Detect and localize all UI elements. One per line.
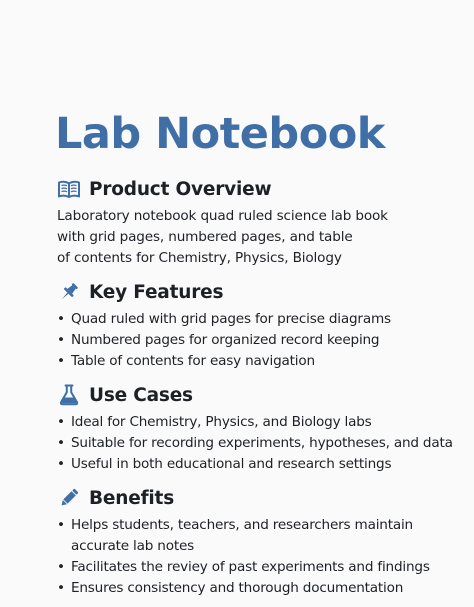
section-product-overview bbox=[57, 174, 467, 269]
list-item-text: Numbered pages for organized record keeping bbox=[71, 332, 380, 348]
list-item: • Helps students, teachers, and researchers maintain accurate lab notes bbox=[57, 515, 467, 557]
section-header bbox=[57, 174, 467, 204]
overview-line: with grid pages, numbered pages, and table bbox=[57, 229, 353, 245]
list-item: • Ensures consistency and thorough documentation bbox=[57, 578, 467, 599]
list-item-text: Facilitates the reviey of past experiments and findings bbox=[71, 559, 430, 575]
list-item: • Facilitates the reviey of past experiments and findings bbox=[57, 557, 467, 578]
section-heading: Product Overview bbox=[89, 178, 272, 200]
section-benefits bbox=[57, 483, 467, 599]
list-item-text: Ensures consistency and thorough documentation bbox=[71, 580, 404, 596]
list-item: • Useful in both educational and research settings bbox=[57, 454, 467, 475]
list-item: • Suitable for recording experiments, hypotheses, and data bbox=[57, 433, 467, 454]
list-item-text: Helps students, teachers, and researchers maintain bbox=[71, 517, 413, 533]
list-item-text: Table of contents for easy navigation bbox=[71, 353, 315, 369]
overview-line: of contents for Chemistry, Physics, Biology bbox=[57, 250, 342, 266]
use-cases-list bbox=[57, 412, 467, 475]
list-item-text: Ideal for Chemistry, Physics, and Biology labs bbox=[71, 414, 372, 430]
list-item-text: Useful in both educational and research settings bbox=[71, 456, 392, 472]
pencil-icon bbox=[57, 486, 81, 510]
section-header bbox=[57, 483, 467, 513]
list-item: • Ideal for Chemistry, Physics, and Biology labs bbox=[57, 412, 467, 433]
list-item-text: accurate lab notes bbox=[71, 538, 194, 554]
list-item: • Table of contents for easy navigation bbox=[57, 351, 467, 372]
notebook-page bbox=[57, 108, 467, 607]
section-header bbox=[57, 380, 467, 410]
features-list bbox=[57, 309, 467, 372]
page-title: Lab Notebook bbox=[55, 109, 385, 159]
section-header bbox=[57, 277, 467, 307]
pushpin-icon bbox=[57, 280, 81, 304]
open-book-icon bbox=[57, 177, 81, 201]
list-item-text: Suitable for recording experiments, hypotheses, and data bbox=[71, 435, 453, 451]
section-heading: Key Features bbox=[89, 281, 224, 303]
list-item: • Numbered pages for organized record keeping bbox=[57, 330, 467, 351]
section-heading: Benefits bbox=[89, 487, 175, 509]
section-use-cases bbox=[57, 380, 467, 475]
list-item: • Quad ruled with grid pages for precise diagrams bbox=[57, 309, 467, 330]
flask-icon bbox=[57, 383, 81, 407]
section-key-features bbox=[57, 277, 467, 372]
overview-line: Laboratory notebook quad ruled science lab book bbox=[57, 208, 388, 224]
section-heading: Use Cases bbox=[89, 384, 193, 406]
benefits-list bbox=[57, 515, 467, 599]
list-item-text: Quad ruled with grid pages for precise diagrams bbox=[71, 311, 391, 327]
overview-paragraph bbox=[57, 206, 467, 269]
